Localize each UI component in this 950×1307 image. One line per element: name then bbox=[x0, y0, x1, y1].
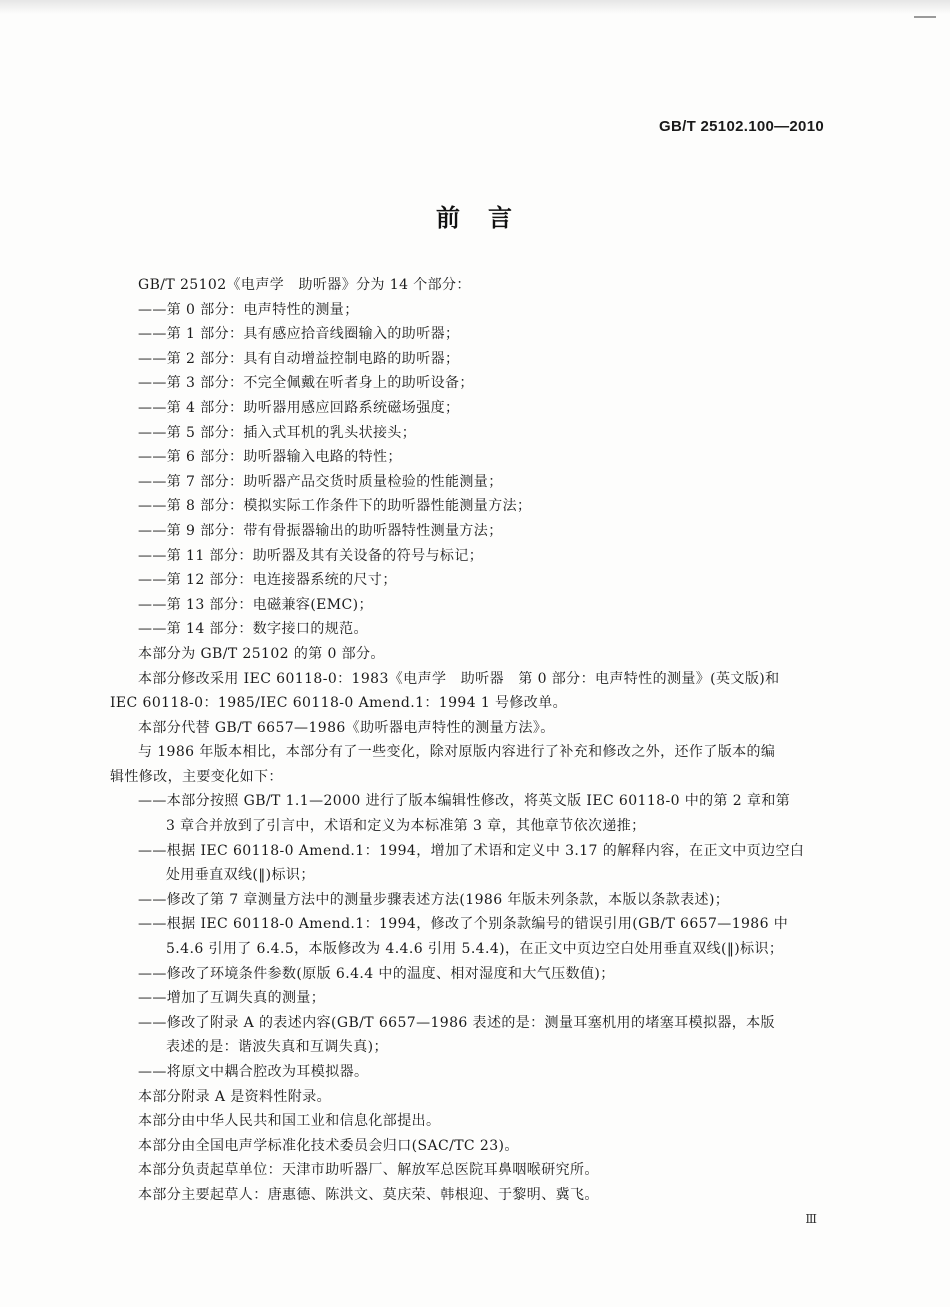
corner-mark bbox=[914, 6, 936, 18]
list-item-part-4: ——第 4 部分：助听器用感应回路系统磁场强度； bbox=[138, 399, 460, 416]
list-item-part-8: ——第 8 部分：模拟实际工作条件下的助听器性能测量方法； bbox=[138, 498, 532, 515]
list-item-part-13: ——第 13 部分：电磁兼容(EMC)； bbox=[138, 596, 373, 613]
paragraph-this-part: 本部分为 GB/T 25102 的第 0 部分。 bbox=[138, 645, 385, 662]
change-item-8: ——将原文中耦合腔改为耳模拟器。 bbox=[138, 1064, 369, 1080]
paragraph-appendix: 本部分附录 A 是资料性附录。 bbox=[138, 1088, 332, 1105]
change-item-7-cont: 表述的是：谐波失真和互调失真)； bbox=[166, 1039, 388, 1056]
change-item-7: ——修改了附录 A 的表述内容(GB/T 6657—1986 表述的是：测量耳塞机用的堵塞耳模拟器，本版 bbox=[138, 1014, 775, 1031]
change-item-3: ——修改了第 7 章测量方法中的测量步骤表述方法(1986 年版未列条款，本版以条款表述)； bbox=[138, 891, 730, 908]
change-item-1-cont: 3 章合并放到了引言中，术语和定义为本标准第 3 章，其他章节依次递推； bbox=[166, 818, 646, 835]
paragraph-proposed: 本部分由中华人民共和国工业和信息化部提出。 bbox=[138, 1113, 441, 1130]
change-item-2: ——根据 IEC 60118-0 Amend.1：1994，增加了术语和定义中 3.17 的解释内容，在正文中页边空白 bbox=[138, 842, 805, 859]
paragraph-adoption-cont: IEC 60118-0：1985/IEC 60118-0 Amend.1：1994 1 号修改单。 bbox=[110, 695, 568, 712]
paragraph-centralized: 本部分由全国电声学标准化技术委员会归口(SAC/TC 23)。 bbox=[138, 1137, 519, 1154]
list-item-part-5: ——第 5 部分：插入式耳机的乳头状接头； bbox=[138, 424, 417, 441]
change-item-4: ——根据 IEC 60118-0 Amend.1：1994，修改了个别条款编号的错误引用(GB/T 6657—1986 中 bbox=[138, 916, 789, 933]
page-number: Ⅲ bbox=[805, 1212, 818, 1226]
change-item-1: ——本部分按照 GB/T 1.1—2000 进行了版本编辑性修改，将英文版 IEC 60118-0 中的第 2 章和第 bbox=[138, 793, 791, 810]
list-item-part-11: ——第 11 部分：助听器及其有关设备的符号与标记； bbox=[138, 547, 484, 564]
page-title: 前 言 bbox=[436, 204, 514, 232]
list-item-part-14: ——第 14 部分：数字接口的规范。 bbox=[138, 621, 368, 638]
list-item-part-7: ——第 7 部分：助听器产品交货时质量检验的性能测量； bbox=[138, 473, 503, 490]
paragraph-intro: GB/T 25102《电声学 助听器》分为 14 个部分： bbox=[138, 277, 471, 293]
list-item-part-6: ——第 6 部分：助听器输入电路的特性； bbox=[138, 449, 402, 466]
paragraph-changes-cont: 辑性修改，主要变化如下： bbox=[110, 768, 283, 785]
paragraph-adoption: 本部分修改采用 IEC 60118-0：1983《电声学 助听器 第 0 部分：电声特性的测量》(英文版)和 bbox=[138, 670, 780, 687]
list-item-part-1: ——第 1 部分：具有感应拾音线圈输入的助听器； bbox=[138, 326, 460, 343]
paragraph-drafters: 本部分主要起草人：唐惠德、陈洪文、莫庆荣、韩根迎、于黎明、冀飞。 bbox=[138, 1186, 599, 1203]
paragraph-changes: 与 1986 年版本相比，本部分有了一些变化，除对原版内容进行了补充和修改之外，还作了版本的编 bbox=[138, 744, 776, 761]
standard-code: GB/T 25102.100—2010 bbox=[659, 118, 824, 135]
foreword-body bbox=[110, 273, 826, 1208]
scan-edge bbox=[0, 0, 950, 14]
list-item-part-12: ——第 12 部分：电连接器系统的尺寸； bbox=[138, 572, 397, 589]
list-item-part-2: ——第 2 部分：具有自动增益控制电路的助听器； bbox=[138, 350, 460, 367]
paragraph-replaces: 本部分代替 GB/T 6657—1986《助听器电声特性的测量方法》。 bbox=[138, 719, 555, 736]
change-item-5: ——修改了环境条件参数(原版 6.4.4 中的温度、相对湿度和大气压数值)； bbox=[138, 965, 615, 982]
list-item-part-9: ——第 9 部分：带有骨振器输出的助听器特性测量方法； bbox=[138, 522, 503, 539]
change-item-2-cont: 处用垂直双线(‖)标识； bbox=[166, 867, 315, 884]
change-item-4-cont: 5.4.6 引用了 6.4.5，本版修改为 4.4.6 引用 5.4.4)，在正文中页边空白处用垂直双线(‖)标识； bbox=[166, 941, 784, 958]
list-item-part-3: ——第 3 部分：不完全佩戴在听者身上的助听设备； bbox=[138, 375, 474, 392]
list-item-part-0: ——第 0 部分：电声特性的测量； bbox=[138, 301, 359, 318]
change-item-6: ——增加了互调失真的测量； bbox=[138, 990, 326, 1007]
paragraph-drafting-unit: 本部分负责起草单位：天津市助听器厂、解放军总医院耳鼻咽喉研究所。 bbox=[138, 1162, 599, 1179]
